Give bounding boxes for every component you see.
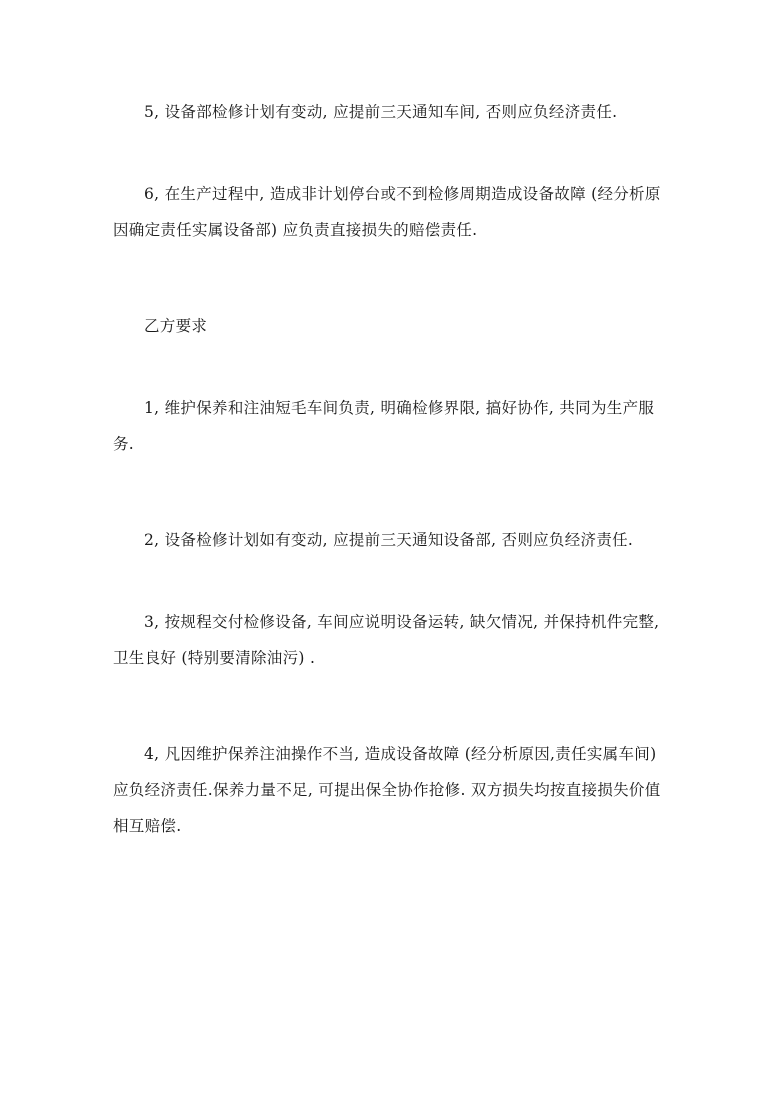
party-b-clause-1: 1, 维护保养和注油短毛车间负责, 明确检修界限, 搞好协作, 共同为生产服务. <box>113 399 655 453</box>
party-b-clause-3: 3, 按规程交付检修设备, 车间应说明设备运转, 缺欠情况, 并保持机件完整, 卫生良好 (特别要清除油污) . <box>113 613 660 667</box>
clause-paragraph-5: 5, 设备部检修计划有变动, 应提前三天通知车间, 否则应负经济责任. <box>144 103 618 121</box>
clause-paragraph-6: 6, 在生产过程中, 造成非计划停台或不到检修周期造成设备故障 (经分析原因确定责任实属设备部) 应负责直接损失的赔偿责任. <box>113 185 661 239</box>
section-heading-party-b: 乙方要求 <box>144 317 208 335</box>
party-b-clause-4: 4, 凡因维护保养注油操作不当, 造成设备故障 (经分析原因,责任实属车间) 应负经济责任.保养力量不足, 可提出保全协作抢修. 双方损失均按直接损失价值相互赔偿. <box>113 745 661 835</box>
party-b-clause-2: 2, 设备检修计划如有变动, 应提前三天通知设备部, 否则应负经济责任. <box>144 531 634 549</box>
